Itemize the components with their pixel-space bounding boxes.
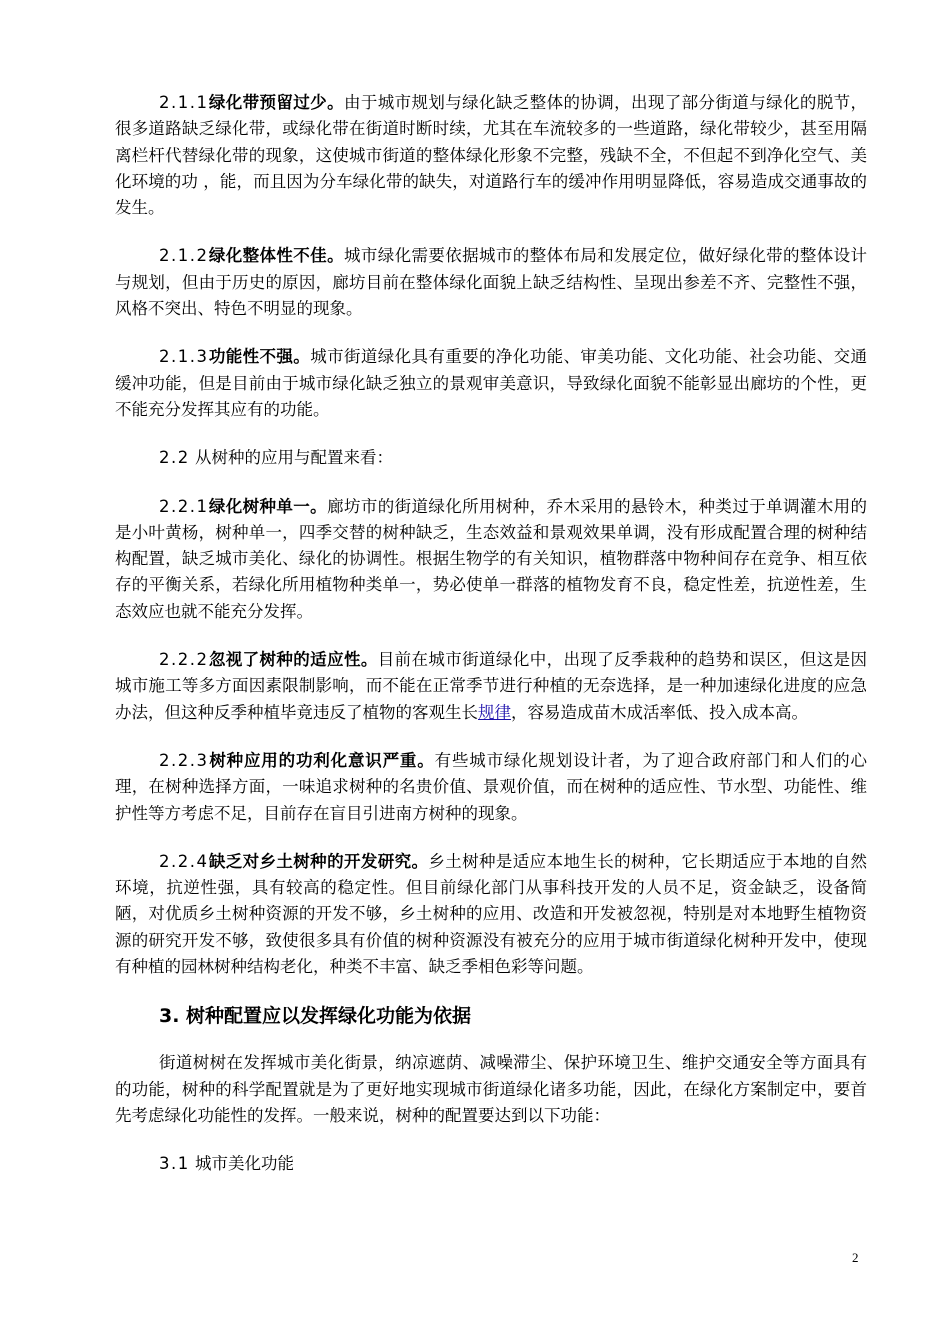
- section-3-body: 街道树树在发挥城市美化街景，纳凉遮荫、减噪滞尘、保护环境卫生、维护交通安全等方面具有的功能，树种的科学配置就是为了更好地实现城市街道绿化诸多功能，因此，在绿化方案制定中，要首先考虑绿化功能性的发挥。一般来说，树种的配置要达到以下功能：: [115, 1053, 867, 1125]
- section-number: 2.2: [159, 448, 190, 468]
- section-2-1-3: [115, 344, 867, 423]
- section-lead: 忽视了树种的适应性。: [208, 650, 378, 670]
- section-2-2-4: [115, 849, 867, 980]
- document-page: [115, 90, 867, 1200]
- section-lead: 绿化带预留过少。: [208, 93, 344, 112]
- section-body: 乡土树种是适应本地生长的树种，它长期适应于本地的自然环境，抗逆性强，具有较高的稳定性。但目前绿化部门从事科技开发的人员不足，资金缺乏，设备简陋，对优质乡土树种资源的开发不够，乡土树种的应用、改造和开发被忽视，特别是对本地野生植物资源的研究开发不够，致使很多具有价值的树种资源没有被充分的应用于城市街道绿化树种开发中，使现有种植的园林树种结构老化，种类不丰富、缺乏季相色彩等问题。: [115, 851, 868, 977]
- section-body: 城市街道绿化具有重要的净化功能、审美功能、文化功能、社会功能、交通缓冲功能，但是目前由于城市绿化缺乏独立的景观审美意识，导致绿化面貌不能彰显出廊坊的个性，更不能充分发挥其应有的功能。: [115, 347, 868, 419]
- section-number: 2.2.3: [159, 750, 209, 770]
- section-2-2-1: [115, 494, 867, 625]
- section-lead: 缺乏对乡土树种的开发研究。: [208, 851, 429, 871]
- section-body: 廊坊市的街道绿化所用树种，乔木采用的悬铃木，种类过于单调灌木用的是小叶黄杨，树种单一，四季交替的树种缺乏，生态效益和景观效果单调，没有形成配置合理的树种结构配置，缺乏城市美化、绿化的协调性。根据生物学的有关知识，植物群落中物种间存在竞争、相互依存的平衡关系，若绿化所用植物种类单一，势必使单一群落的植物发育不良，稳定性差，抗逆性差，生态效应也就不能充分发挥。: [115, 496, 868, 621]
- section-number: 3.1: [159, 1154, 190, 1174]
- section-body-end: ，容易造成苗木成活率低、投入成本高。: [511, 702, 808, 722]
- section-lead: 树种应用的功利化意识严重。: [208, 750, 435, 770]
- section-number: 2.2.2: [159, 650, 209, 670]
- section-number: 2.2.1: [159, 496, 209, 516]
- rule-link[interactable]: 规律: [478, 702, 511, 722]
- section-number: 2.1.1: [159, 93, 209, 112]
- section-number: 2.1.3: [159, 347, 209, 367]
- section-title: 从树种的应用与配置来看：: [195, 448, 393, 468]
- section-2-1-2: [115, 243, 867, 322]
- section-number: 2.1.2: [159, 246, 209, 266]
- section-2-1-1: [115, 90, 867, 221]
- section-lead: 绿化整体性不佳。: [208, 246, 344, 266]
- section-2-2-title: [115, 445, 867, 471]
- page-number: 2: [852, 1250, 859, 1265]
- section-body: 由于城市规划与绿化缺乏整体的协调，出现了部分街道与绿化的脱节，很多道路缺乏绿化带，或绿化带在街道时断时续，尤其在车流较多的一些道路，绿化带较少，甚至用隔离栏杆代替绿化带的现象，这使城市街道的整体绿化形象不完整，残缺不全，不但起不到净化空气、美化环境的功 ，能，而且因为分车绿化带的缺失，对道路行车的缓冲作用明显降低，容易造成交通事故的发生。: [115, 93, 868, 218]
- section-body: 有些城市绿化规划设计者，为了迎合政府部门和人们的心理，在树种选择方面，一味追求树种的名贵价值、景观价值，而在树种的适应性、节水型、功能性、维护性等方考虑不足，目前存在盲目引进南方树种的现象。: [115, 750, 868, 823]
- section-3-heading: 3. 树种配置应以发挥绿化功能为依据: [159, 1005, 472, 1028]
- section-number: 2.2.4: [159, 851, 209, 871]
- section-2-2-3: [115, 748, 867, 827]
- section-body: 城市绿化需要依据城市的整体布局和发展定位，做好绿化带的整体设计与规划，但由于历史的原因，廊坊目前在整体绿化面貌上缺乏结构性、呈现出参差不齐、完整性不强，风格不突出、特色不明显的现象。: [115, 246, 868, 319]
- section-lead: 功能性不强。: [208, 347, 311, 367]
- section-3-1-title: [115, 1151, 867, 1177]
- section-2-2-2: [115, 647, 867, 726]
- section-title: 城市美化功能: [195, 1154, 294, 1174]
- section-body: 目前在城市街道绿化中，出现了反季栽种的趋势和误区，但这是因城市施工等多方面因素限制影响，而不能在正常季节进行种植的无奈选择，是一种加速绿化进度的应急办法，但这种反季种植毕竟违反了植物的客观生长: [115, 650, 868, 722]
- section-lead: 绿化树种单一。: [208, 496, 328, 516]
